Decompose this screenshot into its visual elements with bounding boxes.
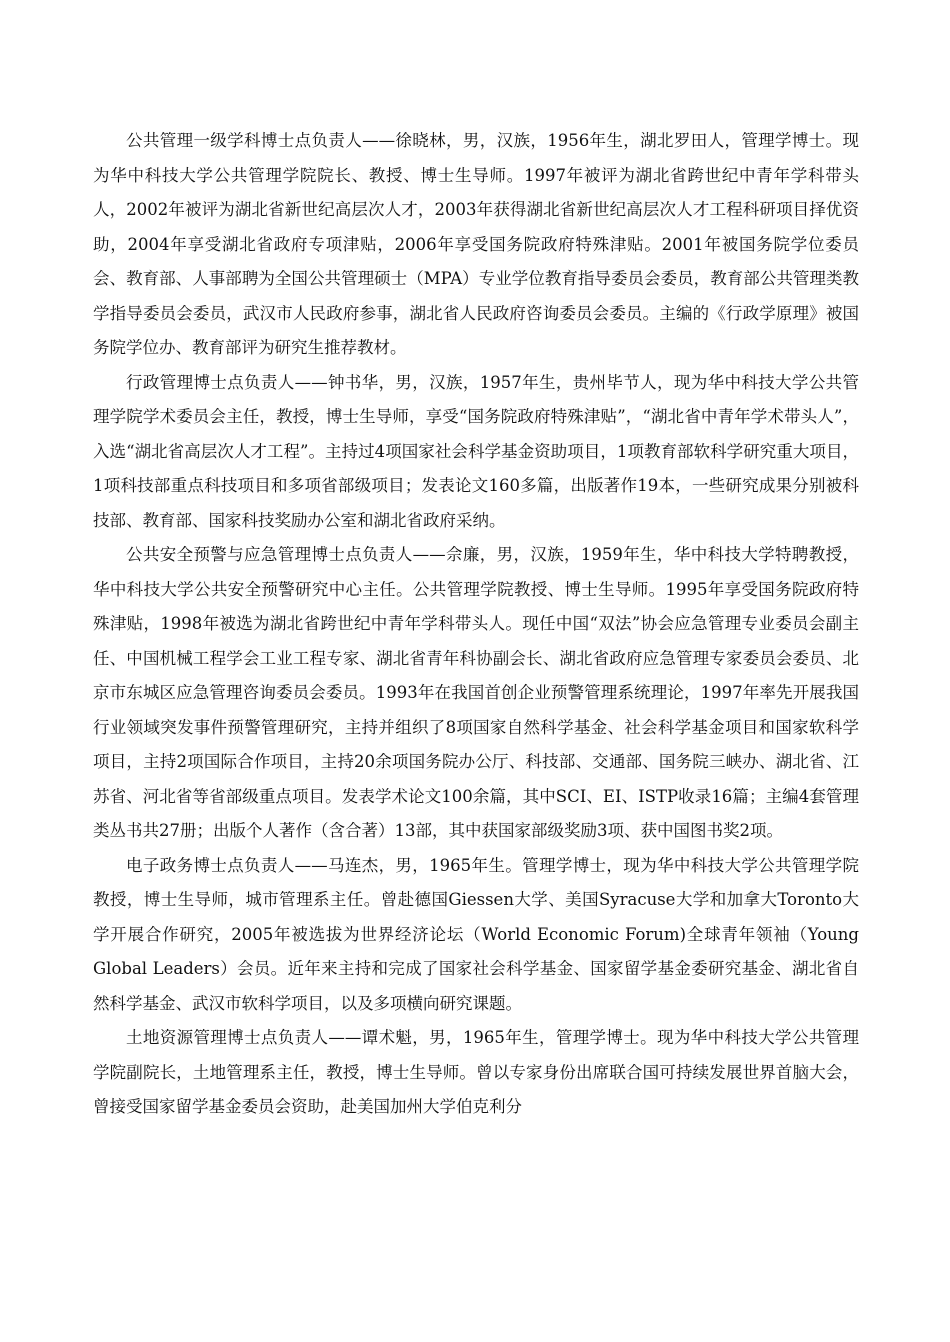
paragraph-xu-xiaolin: 公共管理一级学科博士点负责人——徐晓林，男，汉族，1956年生，湖北罗田人，管理学博士。现为华中科技大学公共管理学院院长、教授、博士生导师。1997年被评为湖北省跨世纪中青年学科带头人，2002年被评为湖北省新世纪高层次人才，2003年获得湖北省新世纪高层次人才工程科研项目择优资助，2004年享受湖北省政府专项津贴，2006年享受国务院政府特殊津贴。2001年被国务院学位委员会、教育部、人事部聘为全国公共管理硕士（MPA）专业学位教育指导委员会委员，教育部公共管理类教学指导委员会委员，武汉市人民政府参事，湖北省人民政府咨询委员会委员。主编的《行政学原理》被国务院学位办、教育部评为研究生推荐教材。 bbox=[93, 131, 859, 357]
document-body bbox=[93, 124, 859, 1125]
paragraph-she-lian: 公共安全预警与应急管理博士点负责人——佘廉，男，汉族，1959年生，华中科技大学特聘教授，华中科技大学公共安全预警研究中心主任。公共管理学院教授、博士生导师。1995年享受国务院政府特殊津贴，1998年被选为湖北省跨世纪中青年学科带头人。现任中国“双法”协会应急管理专业委员会副主任、中国机械工程学会工业工程专家、湖北省青年科协副会长、湖北省政府应急管理专家委员会委员、北京市东城区应急管理咨询委员会委员。1993年在我国首创企业预警管理系统理论，1997年率先开展我国行业领域突发事件预警管理研究，主持并组织了8项国家自然科学基金、社会科学基金项目和国家软科学项目，主持2项国际合作项目，主持20余项国务院办公厅、科技部、交通部、国务院三峡办、湖北省、江苏省、河北省等省部级重点项目。发表学术论文100余篇，其中SCI、EI、ISTP收录16篇；主编4套管理类丛书共27册；出版个人著作（含合著）13部，其中获国家部级奖励3项、获中国图书奖2项。 bbox=[93, 545, 859, 840]
paragraph-tan-shukui: 土地资源管理博士点负责人——谭术魁，男，1965年生，管理学博士。现为华中科技大学公共管理学院副院长，土地管理系主任，教授，博士生导师。曾以专家身份出席联合国可持续发展世界首脑大会，曾接受国家留学基金委员会资助，赴美国加州大学伯克利分 bbox=[93, 1028, 859, 1116]
paragraph-ma-lianjie: 电子政务博士点负责人——马连杰，男，1965年生。管理学博士，现为华中科技大学公共管理学院教授，博士生导师，城市管理系主任。曾赴德国Giessen大学、美国Syracuse大学和加拿大Toronto大学开展合作研究，2005年被选拔为世界经济论坛（World Economic Forum)全球青年领袖（Young Global Leaders）会员。近年来主持和完成了国家社会科学基金、国家留学基金委研究基金、湖北省自然科学基金、武汉市软科学项目，以及多项横向研究课题。 bbox=[93, 855, 859, 1013]
paragraph-zhong-shuhua: 行政管理博士点负责人——钟书华，男，汉族，1957年生，贵州毕节人，现为华中科技大学公共管理学院学术委员会主任，教授，博士生导师，享受“国务院政府特殊津贴”，“湖北省中青年学术带头人”，入选“湖北省高层次人才工程”。主持过4项国家社会科学基金资助项目，1项教育部软科学研究重大项目，1项科技部重点科技项目和多项省部级项目；发表论文160多篇，出版著作19本，一些研究成果分别被科技部、教育部、国家科技奖励办公室和湖北省政府采纳。 bbox=[93, 372, 859, 530]
